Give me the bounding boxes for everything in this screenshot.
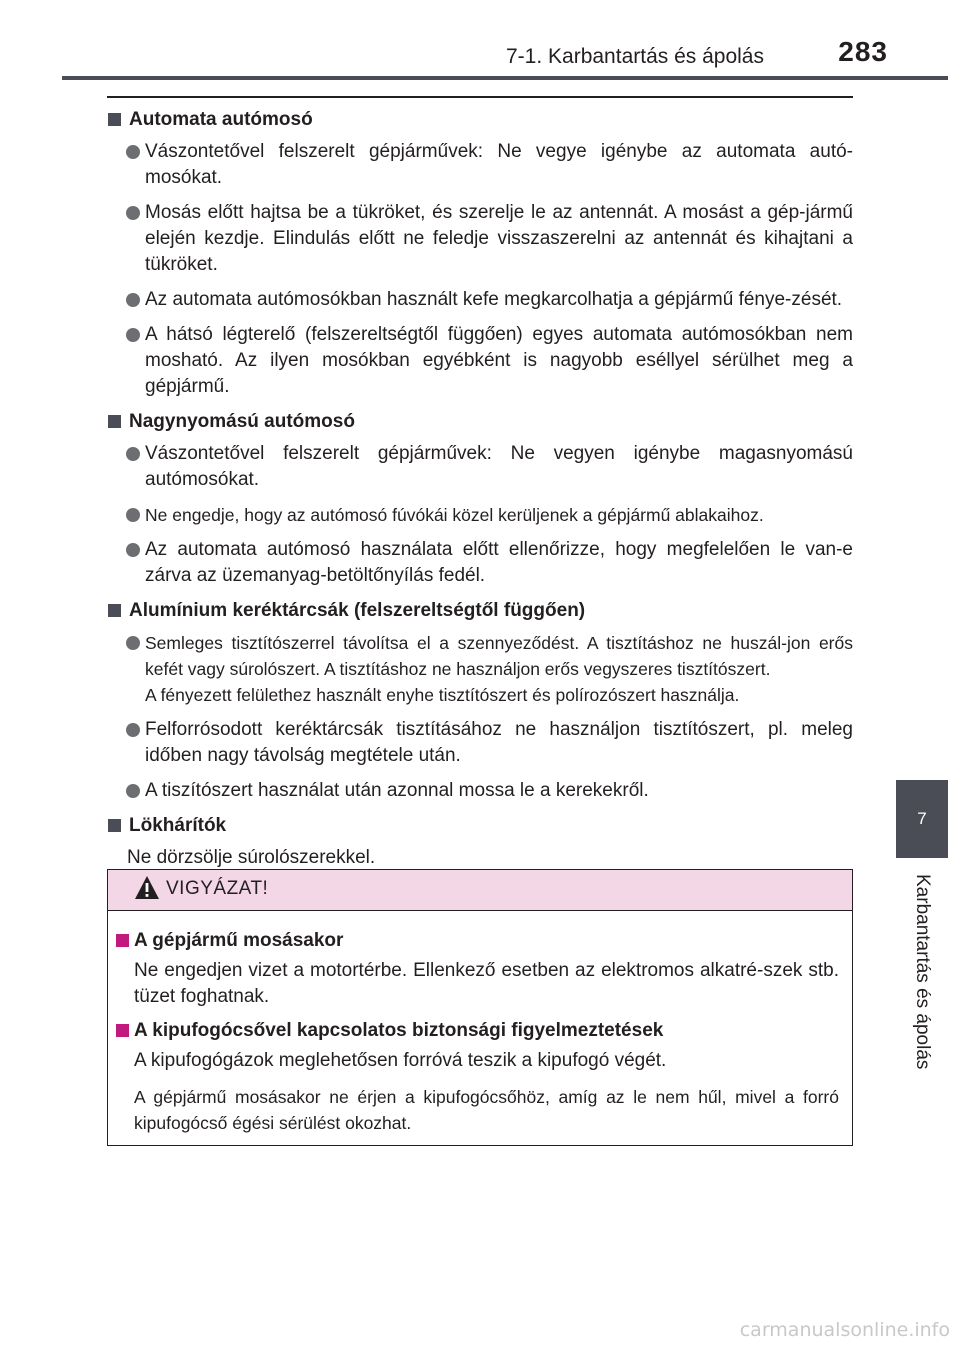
bullet-item [107, 630, 853, 708]
bullet-dot-icon [126, 784, 140, 798]
bullet-item [107, 537, 853, 589]
bullet-item [107, 200, 853, 278]
bullet-text: Vászontetővel felszerelt gépjárművek: Ne vegyen igénybe magasnyomású autómosókat. [145, 443, 853, 490]
bullet-text: A hátsó légterelő (felszereltségtől függően) egyes automata autómosókban nem mosható. Az ilyen mosókban egyébként is nagyobb eséllyel sérülhet meg a gépjármű. [145, 324, 853, 397]
content-top-rule [107, 96, 853, 98]
bullet-dot-icon [126, 293, 140, 307]
bullet-dot-icon [126, 723, 140, 737]
chapter-side-label [896, 866, 948, 1078]
bullet-text: A tiszítószert használat után azonnal mossa le a kerekekről. [145, 780, 649, 801]
section-title: 7-1. Karbantartás és ápolás [506, 45, 764, 68]
caution-paragraph: A kipufogógázok meglehetősen forróvá teszik a kipufogó végét. [134, 1050, 667, 1071]
warning-icon [134, 875, 160, 901]
bullet-dot-icon [126, 636, 140, 650]
bullet-item [107, 778, 853, 804]
caution-heading-text: A gépjármű mosásakor [134, 930, 344, 951]
square-bullet-icon [108, 415, 121, 428]
footer-watermark: carmanualsonline.info [739, 1319, 950, 1341]
bullet-text: Felforrósodott keréktárcsák tisztításához ne használjon tisztítószert, pl. meleg időben nagy távolság megtétele után. [145, 719, 853, 766]
bullet-dot-icon [126, 145, 140, 159]
page-number: 283 [838, 36, 888, 67]
caution-heading [116, 1018, 839, 1044]
heading-high-pressure-wash [107, 409, 853, 435]
header-rule [62, 76, 948, 80]
bullet-item [107, 287, 853, 313]
heading-text: Lökhárítók [129, 815, 227, 836]
chapter-number: 7 [917, 809, 927, 828]
heading-automatic-wash [107, 107, 853, 133]
bullet-item [107, 717, 853, 769]
bullet-dot-icon [126, 543, 140, 557]
heading-text: Automata autómosó [129, 109, 313, 130]
caution-paragraph: A gépjármű mosásakor ne érjen a kipufogócsőhöz, amíg az le nem hűl, mivel a forró kipufogócső égési sérülést okozhat. [134, 1087, 839, 1133]
bullet-text: Az automata autómosó használata előtt ellenőrizze, hogy megfelelően le van-e zárva az üzemanyag-betöltőnyílás fedél. [145, 539, 853, 586]
caution-heading [116, 928, 839, 954]
bullet-text: Az automata autómosókban használt kefe megkarcolhatja a gépjármű fénye-zését. [145, 289, 843, 310]
bullet-dot-icon [126, 206, 140, 220]
bullet-text: Vászontetővel felszerelt gépjárművek: Ne vegye igénybe az automata autó-mosókat. [145, 141, 853, 188]
caution-box [107, 869, 853, 1146]
bullet-dot-icon [126, 328, 140, 342]
bullet-item [107, 441, 853, 493]
main-content [107, 107, 853, 877]
heading-aluminium-wheels [107, 598, 853, 624]
square-bullet-icon [116, 1024, 129, 1037]
heading-bumpers [107, 813, 853, 839]
bullet-text-continued: A fényezett felülethez használt enyhe tisztítószert és polírozószert használja. [145, 685, 740, 705]
bullet-item [107, 502, 853, 528]
square-bullet-icon [108, 113, 121, 126]
bullet-text: Semleges tisztítószerrel távolítsa el a szennyeződést. A tisztításhoz ne huszál-jon erős kefét vagy súrolószert. A tisztításhoz ne használjon erős vegyszeres tisztítószert. [145, 633, 853, 679]
heading-text: Nagynyomású autómosó [129, 411, 355, 432]
square-bullet-icon [108, 819, 121, 832]
bullet-item [107, 322, 853, 400]
square-bullet-icon [108, 604, 121, 617]
square-bullet-icon [116, 934, 129, 947]
bullet-dot-icon [126, 508, 140, 522]
caution-header [108, 870, 852, 911]
bullet-item [107, 139, 853, 191]
caution-paragraph: Ne engedjen vizet a motortérbe. Ellenkező esetben az elektromos alkatré-szek stb. tüzet foghatnak. [134, 960, 839, 1007]
bumper-text: Ne dörzsölje súrolószerekkel. [127, 847, 376, 868]
chapter-title: Karbantartás és ápolás [912, 874, 933, 1070]
caution-label: VIGYÁZAT! [166, 878, 269, 899]
caution-body [108, 911, 852, 1136]
heading-text: Alumínium keréktárcsák (felszereltségtől függően) [129, 600, 586, 621]
bullet-text: Mosás előtt hajtsa be a tükröket, és szerelje le az antennát. A mosást a gép-jármű elején kezdje. Elindulás előtt ne feledje visszaszerelni az antennát és kihajtani a tükröket. [145, 202, 853, 275]
bullet-dot-icon [126, 447, 140, 461]
chapter-tab[interactable] [896, 780, 948, 858]
caution-heading-text: A kipufogócsővel kapcsolatos biztonsági figyelmeztetések [134, 1020, 664, 1041]
bullet-text: Ne engedje, hogy az autómosó fúvókái közel kerüljenek a gépjármű ablakaihoz. [145, 505, 764, 525]
